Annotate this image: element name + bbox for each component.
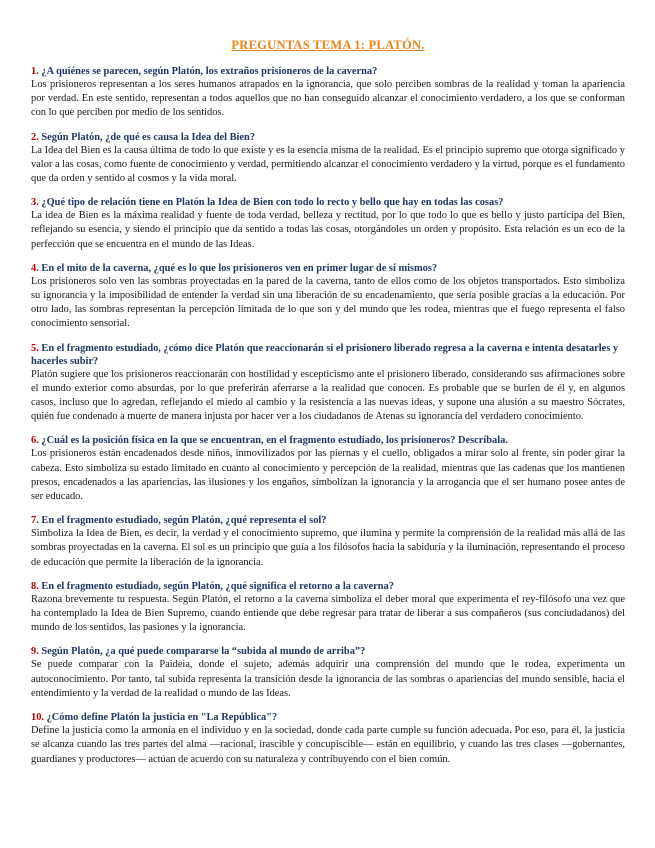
question-number: 2. (31, 131, 39, 143)
question-number: 4. (31, 262, 39, 274)
answer-text: Se puede comparar con la Paideia, donde el sujeto, además adquirir una comprensión del mundo que le rodea, experimenta un autoconocimiento. Por tanto, tal subida representa la transición desde la ignorancia de las sombras o apariencias del mundo sensible, hacia el entendimiento y la verdad de la realidad o mundo de las Ideas. (31, 659, 625, 699)
question-text: ¿Cuál es la posición física en la que se encuentran, en el fragmento estudiado, los prisioneros? Descríbala. (41, 435, 508, 447)
qa-item (31, 580, 625, 636)
question-heading (31, 196, 625, 209)
answer-text: Los prisioneros solo ven las sombras proyectadas en la pared de la caverna, tanto de ellos como de los objetos transportados. Esto simboliza su ignorancia y la imposibilidad de entender la verdad sin una liberación de su encadenamiento, que sería posible gracias a la educación. Por otro lado, las sombras representan la percepción limitada de lo que son y del mundo que les rodea, mientras que el fuego representa el falso conocimiento sensorial. (31, 275, 625, 330)
question-number: 1. (31, 66, 39, 77)
question-text: ¿Qué tipo de relación tiene en Platón la Idea de Bien con todo lo recto y bello que hay en todas las cosas? (41, 197, 504, 209)
qa-item (31, 645, 625, 701)
question-heading (31, 342, 625, 368)
question-heading (31, 514, 625, 527)
question-text: Según Platón, ¿a qué puede compararse la “subida al mundo de arriba”? (41, 646, 366, 658)
answer-text: Razona brevemente tu respuesta. Según Platón, el retorno a la caverna simboliza el deber moral que experimenta el rey-filósofo una vez que ha contemplado la Idea de Bien Supremo, cuando entiende que debe regresar para tratar de liberar a sus compañeros (sus conciudadanos) del mundo de los sentidos, las pasiones y la ignorancia. (31, 593, 625, 634)
question-text: En el mito de la caverna, ¿qué es lo que los prisioneros ven en primer lugar de sí mismos? (41, 262, 438, 274)
question-number: 6. (31, 435, 39, 447)
qa-item (31, 342, 625, 425)
qa-item (31, 65, 625, 121)
question-number: 3. (31, 197, 39, 209)
answer-text: Los prisioneros están encadenados desde niños, inmovilizados por las piernas y el cuello, obligados a mirar solo al frente, sin poder girar la cabeza. Esto simboliza su estado limitado en cuanto al conocimiento y percepción de la realidad, mientras que las cadenas que los mantienen presos, encadenados a las apariencias, las ilusiones y los engaños, simbolizan la ignorancia y la arrogancia que el ser humano posee antes de ser educado. (31, 448, 625, 503)
question-number: 7. (31, 515, 39, 527)
question-heading (31, 262, 625, 275)
answer-text: Los prisioneros representan a los seres humanos atrapados en la ignorancia, que solo perciben sombras de la realidad y toman la apariencia por verdad. En este sentido, representan a todos aquellos que no han conseguido alcanzar el conocimiento verdadero, a los que se conforman con lo que perciben por medio de los sentidos. (31, 79, 625, 119)
question-text: ¿A quiénes se parecen, según Platón, los extraños prisioneros de la caverna? (41, 66, 378, 77)
question-heading (31, 580, 625, 593)
answer-text: Platón sugiere que los prisioneros reaccionarán con hostilidad y escepticismo ante el prisionero liberado, considerando sus afirmaciones sobre el mundo exterior como absurdas, por lo que preferirán aferrarse a la realidad que conocen. Es probable que se burlen de él y, en algunos casos, incluso que lo agredan, reflejando el miedo al cambio y la resistencia a las nuevas ideas, y supone una alusión a su maestro Sócrates, quién fue condenado a muerte de manera injusta por hacer ver a los ciudadanos de Atenas su ignorancia del verdadero conocimiento. (31, 368, 625, 423)
qa-item (31, 196, 625, 252)
question-number: 5. (31, 342, 39, 354)
question-text: En el fragmento estudiado, según Platón, ¿qué representa el sol? (41, 515, 327, 527)
qa-item (31, 514, 625, 570)
question-text: En el fragmento estudiado, ¿cómo dice Platón que reaccionarán si el prisionero liberado regresa a la caverna e intenta desatarles y hacerles subir? (31, 342, 619, 367)
qa-item (31, 262, 625, 332)
answer-text: Define la justicia como la armonía en el individuo y en la sociedad, donde cada parte cumple su función adecuada. Por eso, para él, la justicia se alcanza cuando las tres partes del alma —racional, irascible y concupiscible— están en equilibrio, y cuando las tres clases —gobernantes, guardianes y productores— actúan de acuerdo con su naturaleza y contribuyendo con el bien común. (31, 725, 625, 765)
question-text: ¿Cómo define Platón la justicia en "La República"? (46, 712, 278, 724)
question-number: 8. (31, 580, 39, 592)
question-number: 9. (31, 646, 39, 658)
question-text: Según Platón, ¿de qué es causa la Idea del Bien? (41, 131, 256, 143)
document-title: PREGUNTAS TEMA 1: PLATÓN. (231, 38, 425, 52)
document-page (31, 38, 625, 777)
question-heading (31, 645, 625, 658)
question-heading (31, 65, 625, 78)
answer-text: La Idea del Bien es la causa última de todo lo que existe y es la esencia misma de la realidad. Es el principio supremo que otorga significado y valor a las cosas, como fuente de conocimiento y verdad, permitiendo alcanzar el conocimiento verdadero y la virtud, porque es el fundamento que da orden y sentido al cosmos y la vida moral. (31, 144, 625, 185)
qa-item (31, 434, 625, 504)
question-heading (31, 711, 625, 724)
qa-item (31, 711, 625, 767)
qa-item (31, 131, 625, 187)
question-heading (31, 434, 625, 447)
answer-text: La idea de Bien es la máxima realidad y fuente de toda verdad, belleza y rectitud, por lo que todo lo que es bello y justo participa del Bien, reflejando su esencia, y siendo el principio que da sentido a todas las cosas, otorgándoles un orden y propósito. Esta relación es un eco de la perfección que se encuentra en el mundo de las Ideas. (31, 210, 625, 250)
question-heading (31, 131, 625, 144)
question-text: En el fragmento estudiado, según Platón, ¿qué significa el retorno a la caverna? (41, 580, 394, 592)
answer-text: Simboliza la Idea de Bien, es decir, la verdad y el conocimiento supremo, que ilumina y permite la comprensión de la realidad más allá de las sombras proyectadas en la caverna. El sol es un principio que guía a los filósofos hacia la sabiduría y la iluminación, representando el proceso de educación que permite la liberación de la ignorancia. (31, 528, 625, 568)
question-number: 10. (31, 712, 44, 724)
